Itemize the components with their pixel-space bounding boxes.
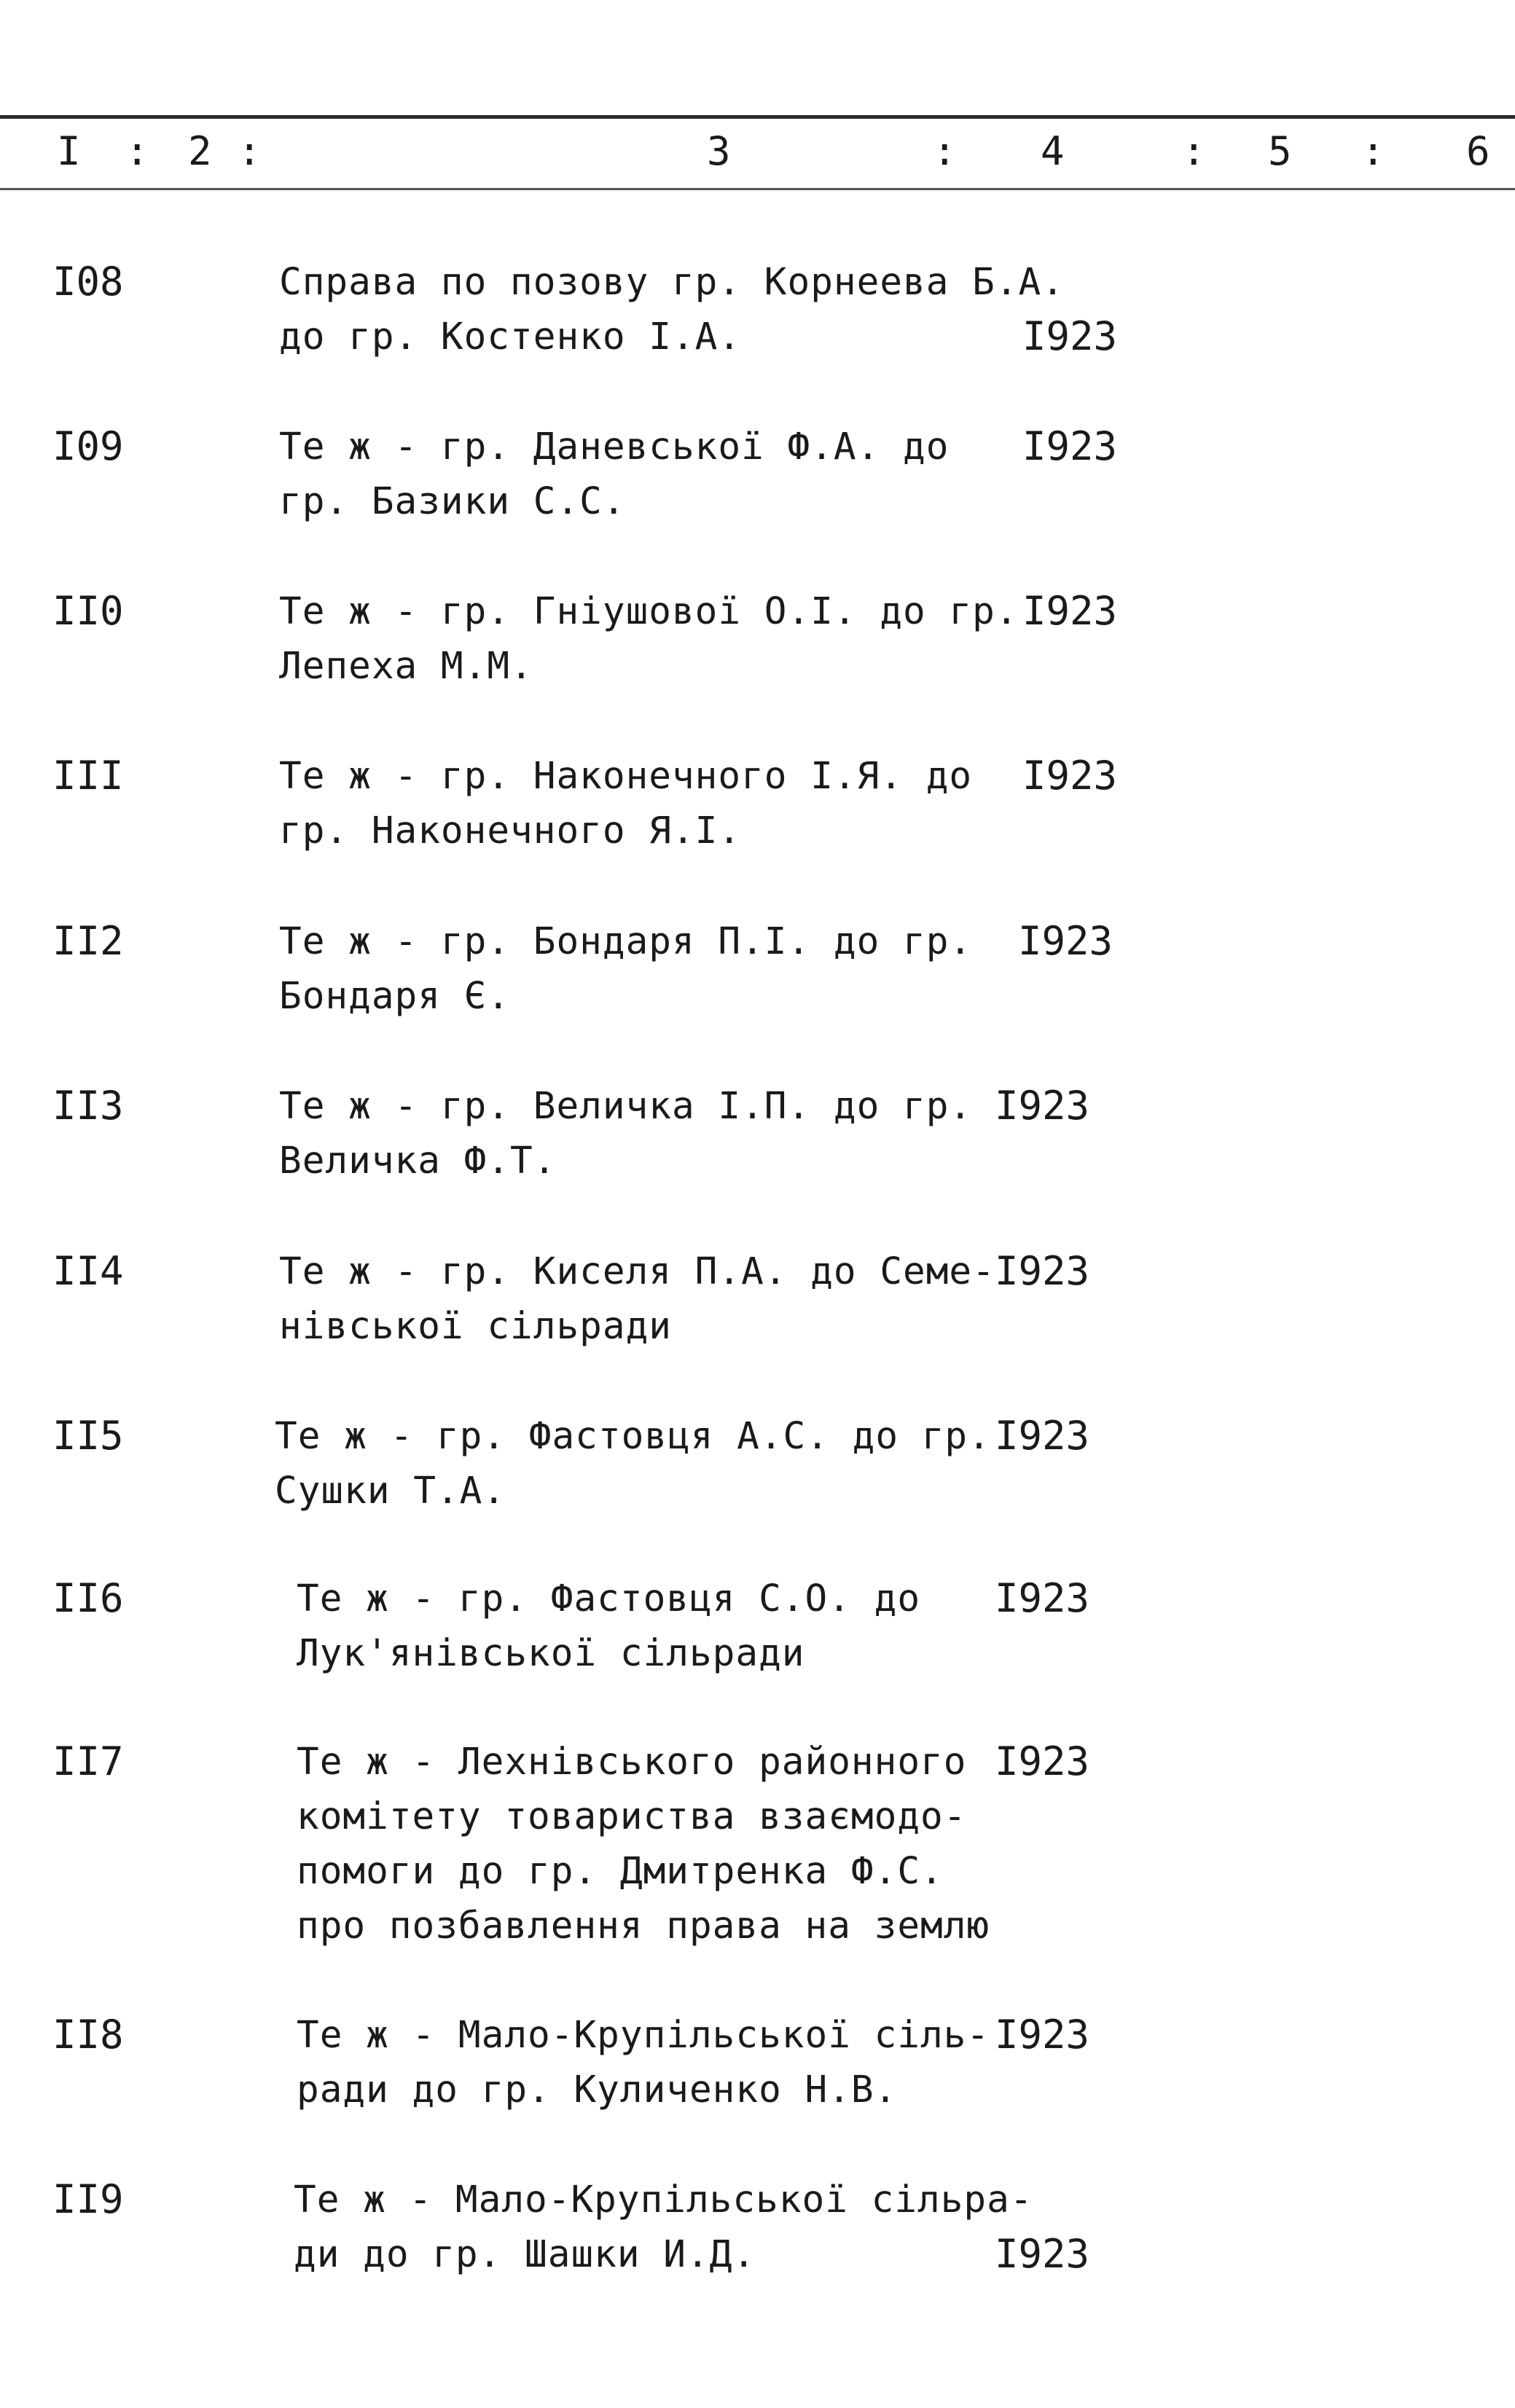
description-line: про позбавлення права на землю [297, 1905, 990, 1948]
entry-description [279, 914, 972, 1024]
entry-number: II3 [52, 1083, 124, 1129]
description-line: Те ж - гр. Бондаря П.I. до гр. [279, 920, 973, 963]
entry-year: I923 [1022, 588, 1118, 634]
entry-year: I923 [995, 1575, 1090, 1621]
entry-number: II0 [52, 588, 124, 634]
description-line: Те ж - гр. Киселя П.А. до Семе- [279, 1250, 995, 1293]
description-line: Те ж - гр. Фастовця С.О. до [297, 1577, 921, 1620]
column-separator: : [125, 128, 149, 174]
column-header-1: I [57, 128, 81, 174]
column-separator: : [1361, 128, 1385, 174]
description-line: Величка Ф.Т. [279, 1140, 557, 1183]
entry-year: I923 [1018, 918, 1113, 964]
entry-year: I923 [995, 1248, 1090, 1294]
entry-year: I923 [1022, 753, 1118, 799]
entry-description [279, 1244, 995, 1354]
description-line: Те ж - Мало-Крупільської сільра- [294, 2178, 1033, 2221]
description-line: Бондаря Є. [279, 975, 511, 1018]
entry-year: I923 [1022, 313, 1118, 359]
description-line: Сушки Т.А. [275, 1470, 506, 1513]
description-line: нівської сільради [279, 1305, 672, 1348]
entry-description [279, 1079, 972, 1188]
description-line: Те ж - гр. Гніушової О.I. до гр. [279, 590, 1019, 633]
column-header-2: 2 [188, 128, 212, 174]
entry-number: I09 [52, 423, 124, 469]
description-line: гр. Наконечного Я.I. [279, 809, 742, 852]
description-line: гр. Базики С.С. [279, 480, 626, 523]
entry-description [297, 1735, 990, 1953]
description-line: помоги до гр. Дмитренка Ф.С. [297, 1850, 944, 1893]
entry-description [279, 255, 1065, 364]
entry-number: I08 [52, 259, 124, 305]
entry-description [275, 1409, 991, 1518]
entry-number: II5 [52, 1413, 124, 1459]
entry-number: II8 [52, 2012, 124, 2058]
column-separator: : [238, 128, 262, 174]
entry-number: III [52, 753, 124, 799]
column-separator: : [933, 128, 957, 174]
column-header-5: 5 [1268, 128, 1292, 174]
description-line: Те ж - Мало-Крупільської сіль- [297, 2014, 990, 2057]
description-line: до гр. Костенко I.А. [279, 315, 742, 358]
column-header-4: 4 [1041, 128, 1065, 174]
entry-description [297, 2008, 990, 2117]
header-bottom-rule [0, 188, 1515, 190]
description-line: Те ж - Лехнівського районного [297, 1741, 967, 1784]
entry-number: II7 [52, 1738, 124, 1784]
description-line: Те ж - гр. Наконечного I.Я. до [279, 755, 973, 798]
entry-year: I923 [995, 1413, 1090, 1459]
entry-year: I923 [995, 1738, 1090, 1784]
entry-description [279, 584, 1019, 694]
description-line: Лепеха М.М. [279, 645, 533, 688]
description-line: комітету товариства взаємодо- [297, 1795, 967, 1838]
column-header-6: 6 [1466, 128, 1490, 174]
description-line: ради до гр. Куличенко Н.В. [297, 2068, 898, 2111]
column-separator: : [1182, 128, 1206, 174]
entry-number: II4 [52, 1248, 124, 1294]
column-header-3: 3 [707, 128, 731, 174]
entry-year: I923 [995, 1083, 1090, 1129]
entry-number: II9 [52, 2176, 124, 2222]
entry-description [294, 2173, 1033, 2282]
entry-description [279, 420, 949, 529]
description-line: Лук'янівської сільради [297, 1632, 805, 1675]
entry-year: I923 [995, 2012, 1090, 2058]
entry-number: II6 [52, 1575, 124, 1621]
entry-year: I923 [995, 2231, 1090, 2277]
entry-number: II2 [52, 918, 124, 964]
description-line: Те ж - гр. Величка I.П. до гр. [279, 1085, 973, 1128]
description-line: Те ж - гр. Даневської Ф.А. до [279, 425, 950, 468]
description-line: ди до гр. Шашки И.Д. [294, 2233, 756, 2276]
entry-year: I923 [1022, 423, 1118, 469]
header-top-rule [0, 115, 1515, 119]
description-line: Те ж - гр. Фастовця А.С. до гр. [275, 1415, 991, 1458]
entry-description [279, 749, 972, 858]
description-line: Справа по позову гр. Корнеева Б.А. [279, 261, 1065, 304]
entry-description [297, 1572, 920, 1681]
